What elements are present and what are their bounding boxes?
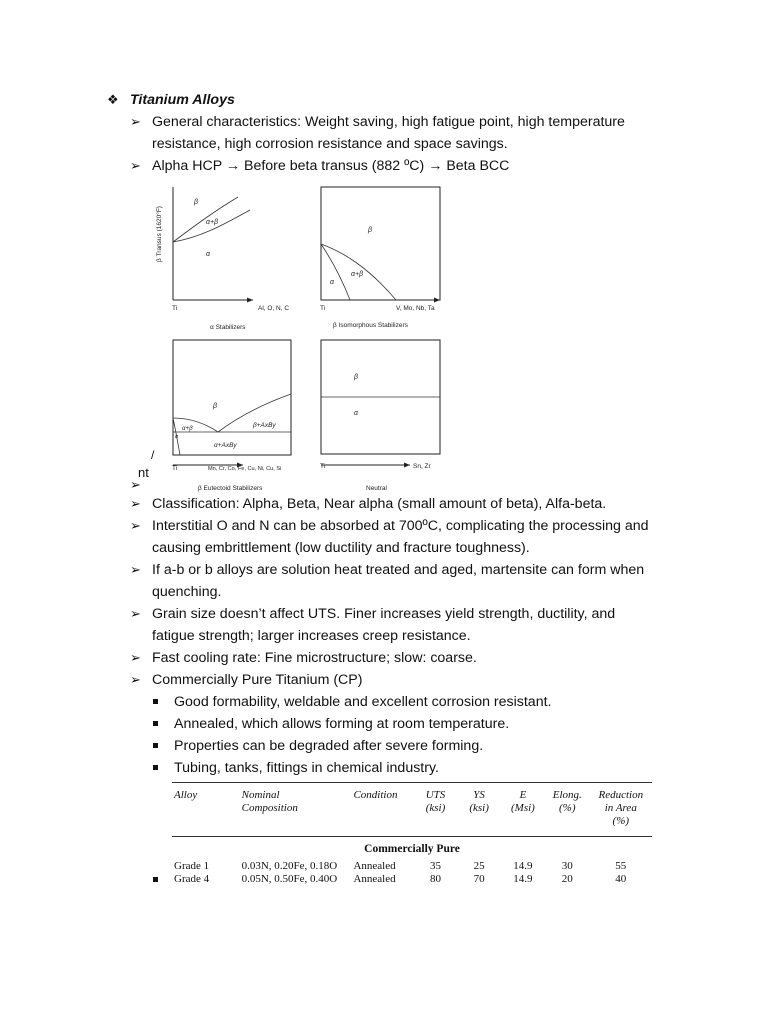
arrow-bullet-icon: ➢ <box>130 518 141 533</box>
col-header: Elong. (%) <box>552 789 582 814</box>
bullet-text-cont: fatigue strength; larger increases creep resistance. <box>152 628 471 644</box>
square-bullet-icon <box>153 765 158 770</box>
square-bullet-icon <box>153 877 158 882</box>
bullet-text: If a-b or b alloys are solution heat treated and aged, martensite can form when <box>152 562 645 578</box>
arrow-bullet-icon: ➢ <box>130 496 141 511</box>
sub-bullet-text: Tubing, tanks, fittings in chemical industry. <box>174 760 439 776</box>
neutral-diagram <box>320 340 440 492</box>
bullet-text: Classification: Alpha, Beta, Near alpha (small amount of beta), Alfa-beta. <box>152 496 607 512</box>
svg-text:β: β <box>194 199 198 206</box>
arrow-bullet-icon: ➢ <box>130 650 141 665</box>
section-heading: Titanium Alloys <box>130 92 235 108</box>
svg-text:α+AxBy: α+AxBy <box>214 442 237 449</box>
sub-bullet-text: Properties can be degraded after severe forming. <box>174 738 484 754</box>
col-header: E (Msi) <box>511 789 535 814</box>
svg-text:α: α <box>206 251 210 258</box>
svg-text:Ti: Ti <box>172 465 178 472</box>
svg-text:Sn, Zr: Sn, Zr <box>413 463 431 470</box>
arrow-bullet-icon: ➢ <box>130 606 141 621</box>
svg-text:β Eutectoid Stabilizers: β Eutectoid Stabilizers <box>198 485 263 492</box>
arrow-bullet-icon: ➢ <box>130 114 141 129</box>
bullet-text: Grain size doesn’t affect UTS. Finer increases yield strength, ductility, and <box>152 606 616 622</box>
bullet-text: Alpha HCP → Before beta transus (882 ºC) → Beta BCC <box>152 158 510 174</box>
stray-text: / <box>151 448 155 462</box>
table-section-row: Commercially Pure <box>172 837 652 861</box>
bullet-text-cont: causing embrittlement (low ductility and fracture toughness). <box>152 540 530 556</box>
bullet-text-cont: quenching. <box>152 584 222 600</box>
bullet-text-cont: resistance, high corrosion resistance and space savings. <box>152 136 508 152</box>
svg-text:β: β <box>354 374 358 381</box>
square-bullet-icon <box>153 743 158 748</box>
table-row: Grade 4 0.05N, 0.50Fe, 0.40O Annealed 80 70 14.9 20 40 <box>174 873 627 885</box>
svg-text:α+β: α+β <box>182 425 193 432</box>
svg-text:Ti: Ti <box>320 463 326 470</box>
svg-text:α Stabilizers: α Stabilizers <box>210 324 246 331</box>
beta-eutectoid-diagram <box>172 340 291 492</box>
svg-text:α: α <box>175 434 179 440</box>
col-header: Reduction in Area (%) <box>598 789 644 827</box>
square-bullet-icon <box>153 699 158 704</box>
col-header: Condition <box>353 789 398 801</box>
svg-text:α: α <box>354 410 358 417</box>
properties-table <box>172 782 652 886</box>
diagram-label: β Transus (1620°F) <box>156 206 163 262</box>
col-header: Alloy <box>174 789 198 801</box>
svg-text:β+AxBy: β+AxBy <box>253 422 276 429</box>
svg-text:Mn, Cr, Co, Fe, Cu, Ni, Cu, Si: Mn, Cr, Co, Fe, Cu, Ni, Cu, Si <box>208 466 282 472</box>
diamond-bullet-icon: ❖ <box>107 92 119 107</box>
arrow-bullet-icon: ➢ <box>130 477 141 492</box>
beta-isomorphous-diagram <box>320 187 440 329</box>
col-header: Nominal Composition <box>241 789 298 814</box>
svg-text:Neutral: Neutral <box>366 485 387 492</box>
square-bullet-icon <box>153 721 158 726</box>
svg-text:β Isomorphous Stabilizers: β Isomorphous Stabilizers <box>333 322 408 329</box>
stray-text: nt <box>138 465 149 480</box>
bullet-text: Fast cooling rate: Fine microstructure; slow: coarse. <box>152 650 477 666</box>
svg-text:Ti: Ti <box>172 305 178 312</box>
col-header: UTS (ksi) <box>425 789 446 814</box>
sub-bullet-text: Good formability, weldable and excellent corrosion resistant. <box>174 694 552 710</box>
arrow-bullet-icon: ➢ <box>130 158 141 173</box>
bullet-text: Interstitial O and N can be absorbed at 700ºC, complicating the processing and <box>152 518 649 534</box>
svg-text:α: α <box>330 279 334 286</box>
svg-text:α+β: α+β <box>351 271 364 278</box>
svg-text:α+β: α+β <box>206 219 219 226</box>
bullet-text: General characteristics: Weight saving, high fatigue point, high temperature <box>152 114 625 130</box>
table-header-row <box>172 783 652 837</box>
svg-text:V, Mo, Nb, Ta: V, Mo, Nb, Ta <box>396 305 435 312</box>
bullet-text: Commercially Pure Titanium (CP) <box>152 672 363 688</box>
sub-bullet-text: Annealed, which allows forming at room temperature. <box>174 716 510 732</box>
phase-diagrams-figure <box>148 182 448 494</box>
arrow-bullet-icon: ➢ <box>130 672 141 687</box>
svg-text:Al, O, N, C: Al, O, N, C <box>258 305 290 312</box>
arrow-bullet-icon: ➢ <box>130 562 141 577</box>
col-header: YS (ksi) <box>469 789 489 814</box>
svg-text:Ti: Ti <box>320 305 326 312</box>
table-row: Grade 1 0.03N, 0.20Fe, 0.18O Annealed 35 25 14.9 30 55 <box>174 860 627 872</box>
svg-text:β: β <box>213 403 217 410</box>
svg-text:β: β <box>368 227 372 234</box>
alpha-stabilizers-diagram <box>155 187 289 331</box>
